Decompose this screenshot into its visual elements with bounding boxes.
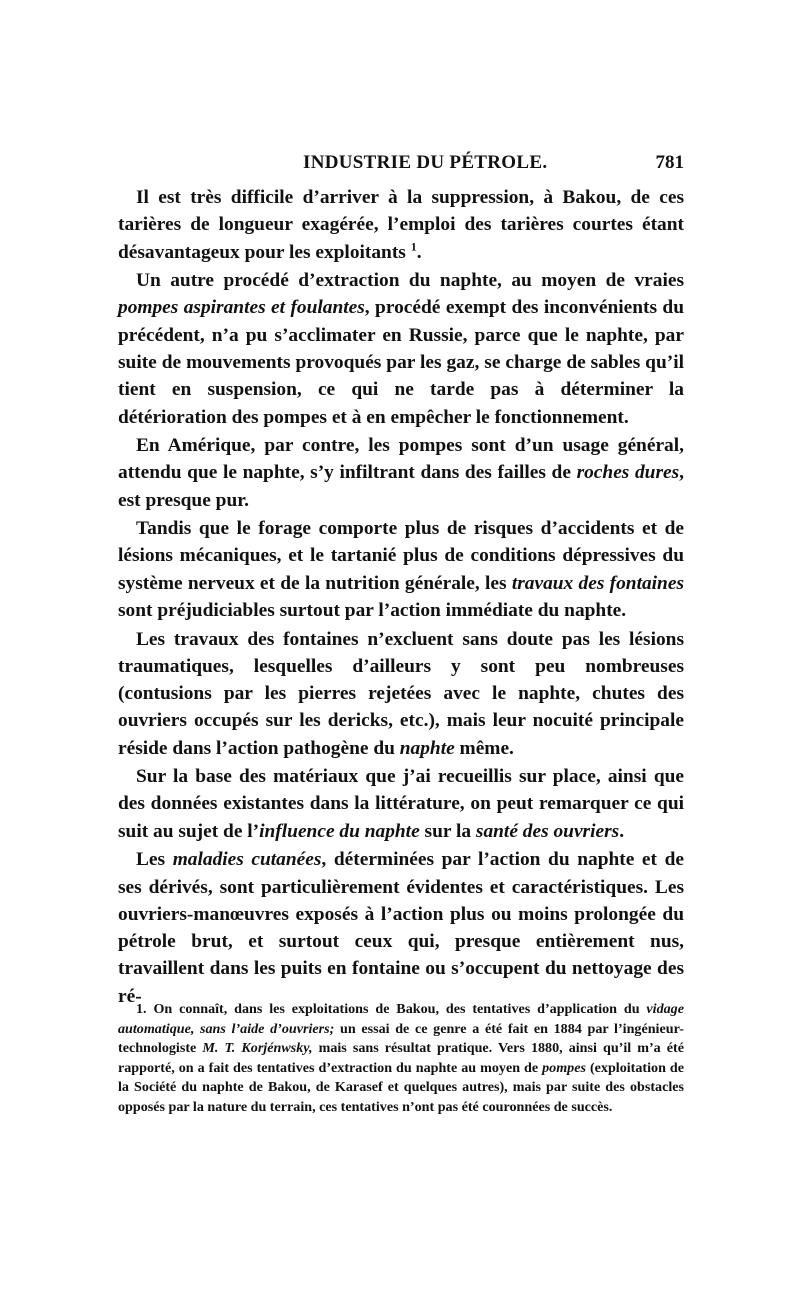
- paragraph-7: [118, 846, 684, 1010]
- paragraph-text: .: [619, 820, 625, 842]
- footnote-text: (exploitation de la Société du naphte de Bakou, de Karasef et quelques autres), mais par suite des obstacles opposés par la nature du terrain, ces tentatives n’ont pas été couronnées de succès.: [118, 1059, 684, 1115]
- paragraph-text: Les: [136, 849, 173, 871]
- emphasis-text: travaux des fontaines: [511, 572, 684, 594]
- footnote: [118, 1000, 684, 1118]
- footnote-number: 1.: [136, 1001, 147, 1017]
- paragraph-text: En Amérique, par contre, les pompes sont d’un usage général, attendu que le naphte, s’y infiltrant dans des failles de: [118, 435, 684, 484]
- paragraph-text: sont préjudiciables surtout par l’action immédiate du naphte.: [118, 600, 627, 622]
- footnote-text: On connaît, dans les exploitations de Bakou, des tentatives d’application du: [146, 1001, 647, 1017]
- paragraph-text: .: [416, 241, 422, 263]
- emphasis-text: santé des ouvriers: [475, 820, 620, 842]
- emphasis-text: roches dures: [576, 462, 680, 484]
- body-text: [118, 184, 684, 1011]
- running-title: INDUSTRIE DU PÉTROLE.: [303, 152, 548, 173]
- paragraph-text: Les travaux des fontaines n’excluent sans doute pas les lésions traumatiques, lesquelles d’ailleurs y sont peu nombreuses (contusions par les pierres rejetées avec le naphte, chutes des ouvriers occupés sur les dericks, etc.), mais leur nocuité principale réside dans l’action pathogène du: [118, 628, 684, 759]
- paragraph-text: Tandis que le forage comporte plus de risques d’accidents et de lésions mécaniques, et le tartanié plus de conditions dépressives du système nerveux et de la nutrition générale, les: [118, 518, 684, 594]
- paragraph-6: [118, 763, 684, 845]
- paragraph-2: [118, 267, 684, 431]
- paragraph-text: même.: [454, 737, 514, 759]
- page-number: 781: [655, 152, 684, 173]
- footnote-reference: 1: [410, 239, 417, 254]
- emphasis-text: M. T. Korjénwsky,: [202, 1040, 313, 1057]
- footnote-text: mais sans résultat pratique. Vers 1880, ainsi qu’il m’a été rapporté, on a fait des tentatives d’extraction du naphte au moyen de: [118, 1040, 684, 1076]
- paragraph-4: [118, 515, 684, 624]
- running-header: [118, 152, 684, 180]
- emphasis-text: pompes: [542, 1059, 586, 1076]
- paragraph-3: [118, 432, 684, 514]
- paragraph-text: , est presque pur.: [118, 462, 684, 511]
- emphasis-text: influence du naphte: [259, 820, 420, 842]
- paragraph-text: Sur la base des matériaux que j’ai recueillis sur place, ainsi que des données existantes dans la littérature, on peut remarquer ce qui suit au sujet de l’: [118, 766, 684, 842]
- paragraph-text: sur la: [419, 820, 476, 842]
- footnote-text: un essai de ce genre a été fait en 1884 par l’ingénieur-technologiste: [118, 1020, 684, 1057]
- paragraph-text: Il est très difficile d’arriver à la suppression, à Bakou, de ces tarières de longueur exagérée, l’emploi des tarières courtes étant désavantageux pour les exploitants: [118, 187, 684, 263]
- emphasis-text: pompes aspirantes et foulantes: [118, 297, 365, 319]
- paragraph-text: , déterminées par l’action du naphte et de ses dérivés, sont particulièrement évidentes et caractéristiques. Les ouvriers-manœuvres exposés à l’action plus ou moins prolongée du pétrole brut, et surtout ceux qui, presque entièrement nus, travaillent dans les puits en fontaine ou s’occupent du nettoyage des ré-: [118, 849, 684, 1007]
- emphasis-text: maladies cutanées: [172, 849, 322, 871]
- paragraph-1: [118, 184, 684, 266]
- paragraph-text: , procédé exempt des inconvénients du précédent, n’a pu s’acclimater en Russie, parce que le naphte, par suite de mouvements provoqués par les gaz, se charge de sables qu’il tient en suspension, ce qui ne tarde pas à déterminer la détérioration des pompes et à en empêcher le fonctionnement.: [118, 297, 684, 428]
- paragraph-text: Un autre procédé d’extraction du naphte, au moyen de vraies: [136, 270, 684, 292]
- emphasis-text: vidage automatique, sans l’aide d’ouvriers;: [118, 1001, 684, 1037]
- paragraph-5: [118, 626, 684, 762]
- emphasis-text: naphte: [399, 737, 455, 759]
